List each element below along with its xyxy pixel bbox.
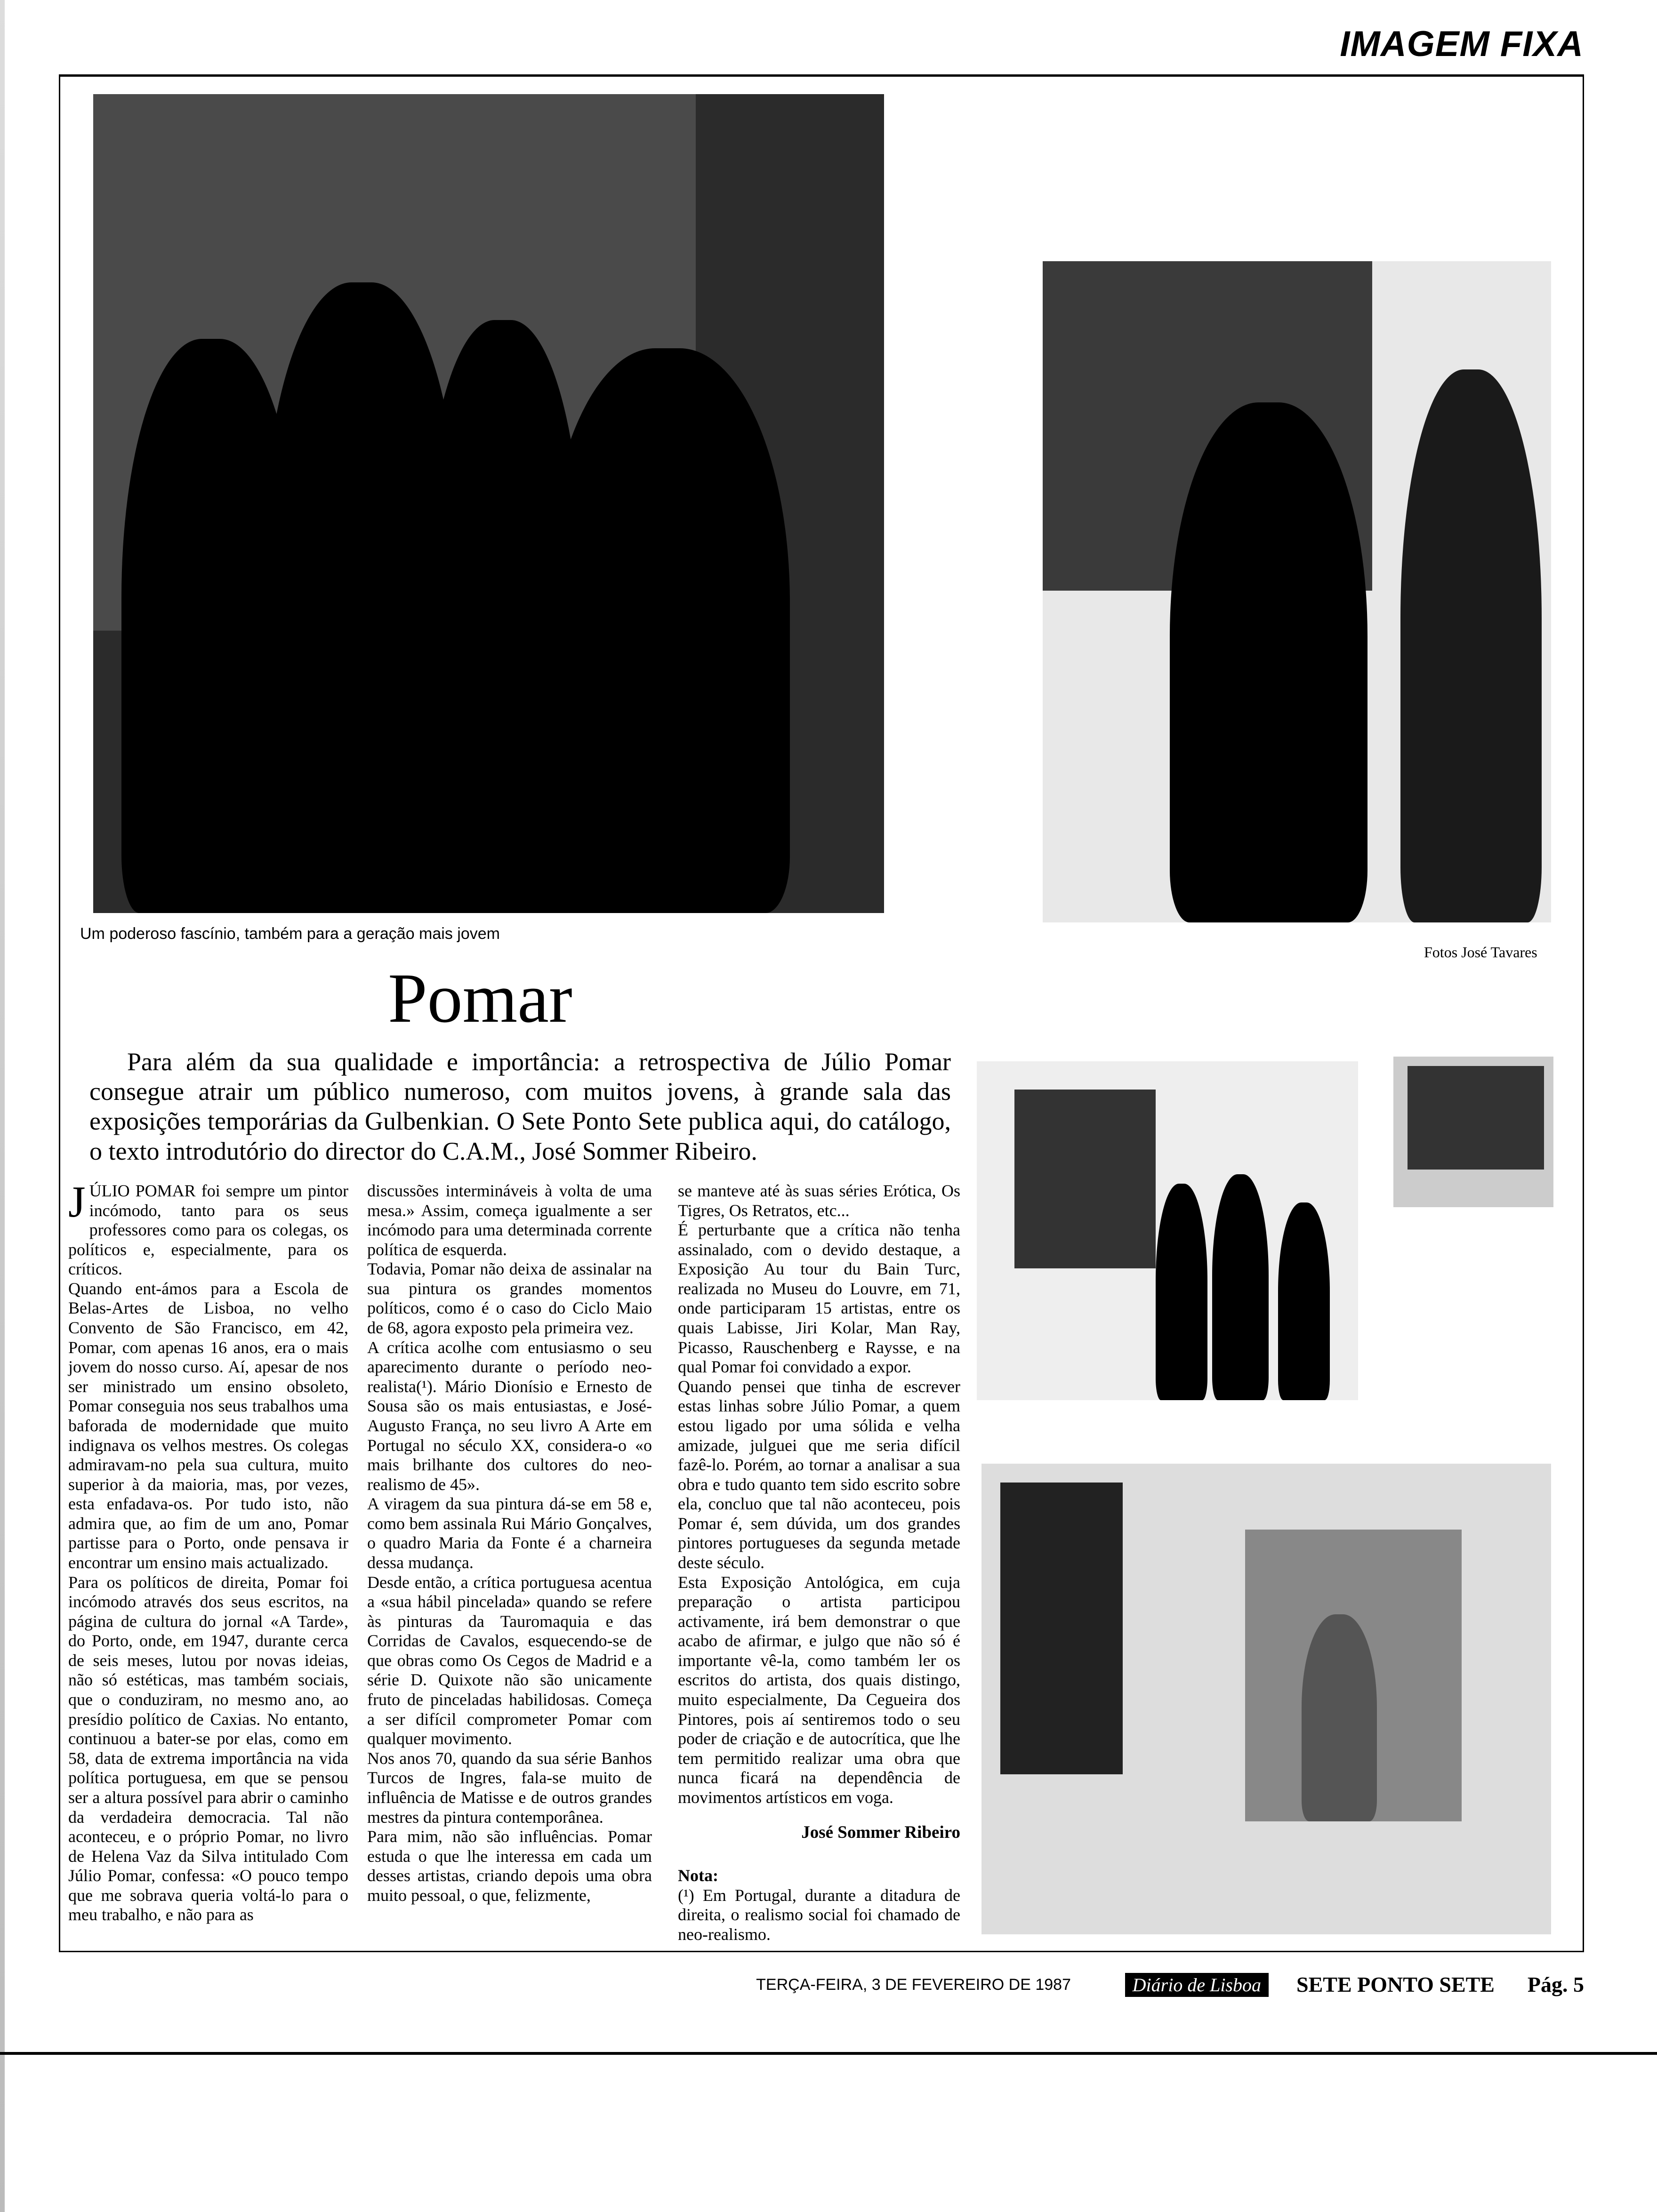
paragraph: Desde então, a crítica portuguesa acentua a «sua hábil pincelada» quando se refere às pinturas da Tauromaquia e das Corridas de Cavalos, esquecendo-se de que obras como Os Cegos de Madrid e a série D. Quixote não são unicamente fruto de pinceladas habilidosas. Começa a ser difícil comprometer Pomar com qualquer movimento. — [367, 1572, 652, 1748]
photo-exhibition-wall — [981, 1464, 1551, 1934]
paragraph: A viragem da sua pintura dá-se em 58 e, como bem assinala Rui Mário Gonçalves, o quadro Maria da Fonte é a charneira dessa mudança. — [367, 1494, 652, 1572]
bottom-border — [0, 2052, 1657, 2055]
paragraph: Todavia, Pomar não deixa de assinalar na sua pintura os grandes momentos políticos, como é o caso do Ciclo Maio de 68, agora exposto pela primeira vez. — [367, 1259, 652, 1338]
paragraph: É perturbante que a crítica não tenha assinalado, com o devido destaque, a Exposição Au tour du Bain Turc, realizada no Museu do Louvre, em 71, onde participaram 15 artistas, entre os quais Labisse, Jiri Kolar, Man Ray, Picasso, Rauschenberg e Raysse, e na qual Pomar foi convidado a expor. — [678, 1220, 960, 1377]
article-lead: Para além da sua qualidade e importância: a retrospectiva de Júlio Pomar consegue atrair um público numeroso, com muitos jovens, à grande sala das exposições temporárias da Gulbenkian. O Sete Ponto Sete publica aqui, do catálogo, o texto introdutório do director do C.A.M., José Sommer Ribeiro. — [89, 1048, 951, 1165]
page-edge — [0, 0, 5, 2212]
footer-date: TERÇA-FEIRA, 3 DE FEVEREIRO DE 1987 — [756, 1976, 1071, 1994]
page-number: Pág. 5 — [1527, 1972, 1584, 1996]
photo-visitors-silhouettes — [93, 94, 884, 913]
byline: José Sommer Ribeiro — [801, 1822, 960, 1842]
article-column-1 — [68, 1178, 348, 1925]
paragraph: Esta Exposição Antológica, em cuja preparação o artista participou activamente, irá bem demonstrar o que acabo de afirmar, e julgo que não só é importante vê-la, como também ler os escritos do artista, dos quais distingo, muito especialmente, Da Cegueira dos Pintores, pois aí sentiremos todo o seu poder de criação e de autocrítica, que lhe tem permitido realizar uma obra que nunca ficará na dependência de movimentos artísticos em voga. — [678, 1572, 960, 1807]
newspaper-logo: Diário de Lisboa — [1125, 1973, 1269, 1997]
article-column-2 — [367, 1181, 652, 1905]
photo-caption: Um poderoso fascínio, também para a geração mais jovem — [80, 925, 500, 943]
photo-gallery-figures — [977, 1061, 1358, 1400]
paragraph: Nos anos 70, quando da sua série Banhos Turcos de Ingres, fala-se muito de influência de Matisse e de outros grandes mestres da pintura contemporânea. — [367, 1748, 652, 1827]
article-title: Pomar — [388, 959, 572, 1037]
footnote: (¹) Em Portugal, durante a ditadura de direita, o realismo social foi chamado de neo-realismo. — [678, 1885, 960, 1944]
photo-painting-viewers — [1043, 261, 1551, 922]
drop-cap: J — [68, 1178, 86, 1226]
paragraph: Para mim, não são influências. Pomar estuda o que lhe interessa em cada um desses artistas, criando depois uma obra muito pessoal, o que, felizmente, — [367, 1827, 652, 1905]
section-header: IMAGEM FIXA — [1340, 24, 1584, 64]
paragraph: A crítica acolhe com entusiasmo o seu aparecimento durante o período neo-realista(¹). Mário Dionísio e Ernesto de Sousa são os mais entusiastas, e José-Augusto França, no seu livro A Arte em Portugal no século XX, considera-o «o mais brilhante dos cultores do neo-realismo de 45». — [367, 1338, 652, 1494]
note-label: Nota: — [678, 1866, 718, 1885]
paragraph: se manteve até às suas séries Erótica, Os Tigres, Os Retratos, etc... — [678, 1181, 960, 1220]
page-footer — [0, 1972, 1584, 2000]
paragraph: Para os políticos de direita, Pomar foi incómodo através dos seus escritos, na página de cultura do jornal «A Tarde», do Porto, onde, em 1947, durante cerca de seis meses, lutou por novas ideias, não só estéticas, mas também sociais, que o conduziram, no mesmo ano, ao presídio político de Caxias. No entanto, continuou a bater-se por elas, como em 58, data de extrema importância na vida política portuguesa, em que se pensou ser a altura possível para abrir o caminho da verdadeira democracia. Tal não aconteceu, e o próprio Pomar, no livro de Helena Vaz da Silva intitulado Com Júlio Pomar, confessa: «O pouco tempo que me sobrava queria voltá-lo para o meu trabalho, e não para as — [68, 1572, 348, 1924]
photo-painting-detail — [1393, 1057, 1553, 1207]
paragraph: Quando pensei que tinha de escrever estas linhas sobre Júlio Pomar, a quem estou ligado por uma sólida e velha amizade, julguei que me seria difícil fazê-lo. Porém, ao tornar a analisar a sua obra e tudo quanto tem sido escrito sobre ela, concluo que tal não aconteceu, pois Pomar é, sem dúvida, um dos grandes pintores portugueses da segunda metade deste século. — [678, 1377, 960, 1572]
article-column-3 — [678, 1181, 960, 1945]
paragraph: Quando ent-ámos para a Escola de Belas-Artes de Lisboa, no velho Convento de São Francisco, em 42, Pomar, com apenas 16 anos, era o mais jovem do nosso curso. Aí, apesar de nos ser ministrado um ensino obsoleto, Pomar conseguia nos seus trabalhos uma baforada de modernidade que muito indignava os velhos mestres. Os colegas admiravam-no pela sua cultura, muito superior à da maioria, mas, por vezes, esta enfadava-os. Por tudo isto, não admira que, ao fim de um ano, Pomar partisse para o Porto, onde pensava ir encontrar um ensino mais actualizado. — [68, 1279, 348, 1572]
footer-section: SETE PONTO SETE — [1296, 1972, 1495, 1996]
photo-credit: Fotos José Tavares — [1424, 944, 1537, 961]
paragraph: JÚLIO POMAR foi sempre um pintor incómodo, tanto para os seus professores como para os colegas, os políticos e, especialmente, para os críticos. — [68, 1178, 348, 1279]
paragraph: discussões intermináveis à volta de uma mesa.» Assim, começa igualmente a ser incómodo para uma determinada corrente política de esquerda. — [367, 1181, 652, 1259]
